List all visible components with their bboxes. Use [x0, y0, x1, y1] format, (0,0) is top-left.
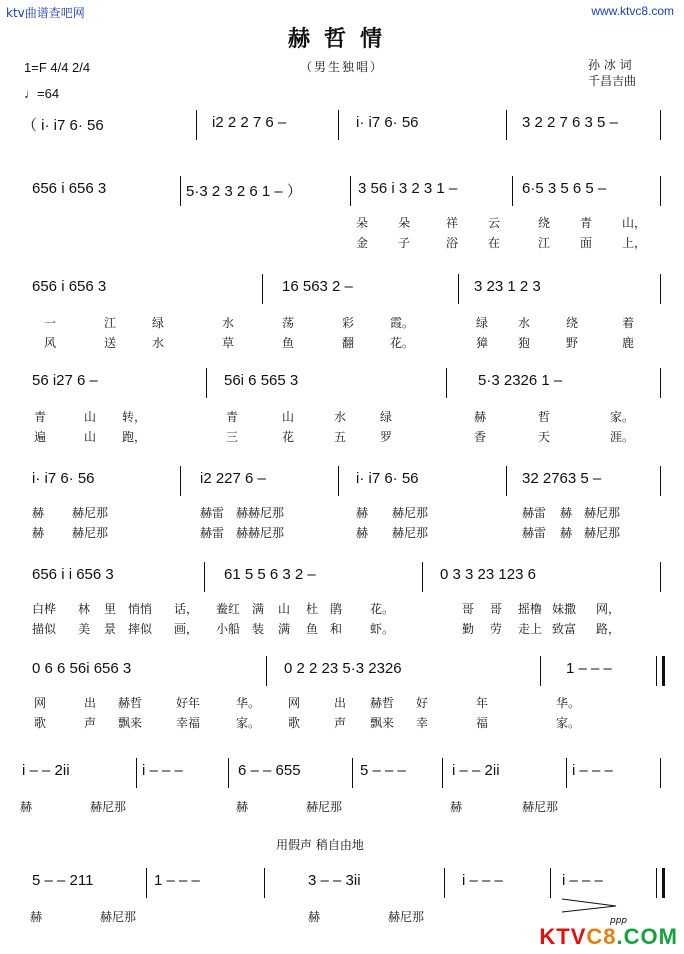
watermark-bottom-logo: KTVC8.COM	[539, 924, 678, 949]
measure-17: i· i7 6· 56	[356, 470, 419, 487]
lyricist-credit: 孙 冰 词	[588, 58, 632, 72]
measure-30: i – – –	[572, 762, 613, 779]
notation-system-2	[0, 176, 684, 202]
song-subtitle: （男生独唱）	[299, 60, 384, 74]
measure-3: i· i7 6· 56	[356, 114, 419, 131]
measure-20: 61 5 5 6 3 2 –	[224, 566, 316, 583]
measure-2: i2 2 2 7 6 –	[212, 114, 287, 131]
measure-19: 656 i i 656 3	[32, 566, 114, 583]
performance-direction: 用假声 稍自由地	[276, 838, 364, 852]
notation-system-5	[0, 466, 684, 492]
measure-27: 6 – – 655	[238, 762, 301, 779]
notation-system-3	[0, 274, 684, 300]
measure-21: 0 3 3 23 123 6	[440, 566, 536, 583]
measure-28: 5 – – –	[360, 762, 406, 779]
notation-system-8	[0, 758, 684, 784]
watermark-top-left: ktv曲谱查吧网	[6, 6, 85, 20]
measure-11: 3 23 1 2 3	[474, 278, 541, 295]
decrescendo-mark	[560, 896, 620, 914]
measure-33: 3 – – 3ii	[308, 872, 361, 889]
notation-system-9	[0, 868, 684, 894]
measure-7: 3 56 i 3 2 3 1 –	[358, 180, 458, 197]
measure-13: 56i 6 565 3	[224, 372, 299, 389]
measure-25: i – – 2ii	[22, 762, 70, 779]
measure-5: 656 i 656 3	[32, 180, 107, 197]
measure-26: i – – –	[142, 762, 183, 779]
measure-32: 1 – – –	[154, 872, 200, 889]
measure-16: i2 227 6 –	[200, 470, 266, 487]
tempo-mark: ♩=64	[24, 86, 60, 101]
measure-6: 5·3 2 3 2 6 1 – ）	[186, 183, 302, 200]
measure-24: 1 – – –	[566, 660, 612, 677]
watermark-top-right: www.ktvc8.com	[591, 4, 674, 18]
measure-22: 0 6 6 56i 656 3	[32, 660, 132, 677]
measure-34: i – – –	[462, 872, 503, 889]
key-signature: 1=F 4/4 2/4	[24, 60, 91, 75]
measure-14: 5·3 2326 1 –	[478, 372, 563, 389]
notation-system-7	[0, 656, 684, 682]
measure-8: 6·5 3 5 6 5 –	[522, 180, 607, 197]
measure-35: i – – –	[562, 872, 603, 889]
notation-system-6	[0, 562, 684, 588]
song-title: 赫哲情	[287, 26, 396, 52]
measure-9: 656 i 656 3	[32, 278, 107, 295]
measure-29: i – – 2ii	[452, 762, 500, 779]
measure-4: 3 2 2 7 6 3 5 –	[522, 114, 618, 131]
dynamic-ppp: ppp	[610, 916, 628, 926]
notation-system-1	[0, 110, 684, 136]
measure-31: 5 – – 211	[32, 872, 94, 889]
measure-15: i· i7 6· 56	[32, 470, 95, 487]
measure-12: 56 i27 6 –	[32, 372, 98, 389]
measure-1: （ i· i7 6· 56	[22, 117, 104, 134]
measure-18: 32 2763 5 –	[522, 470, 602, 487]
measure-10: 16 563 2 –	[282, 278, 353, 295]
measure-23: 0 2 2 23 5·3 2326	[284, 660, 402, 677]
composer-credit: 千昌吉曲	[588, 74, 637, 88]
notation-system-4	[0, 368, 684, 394]
